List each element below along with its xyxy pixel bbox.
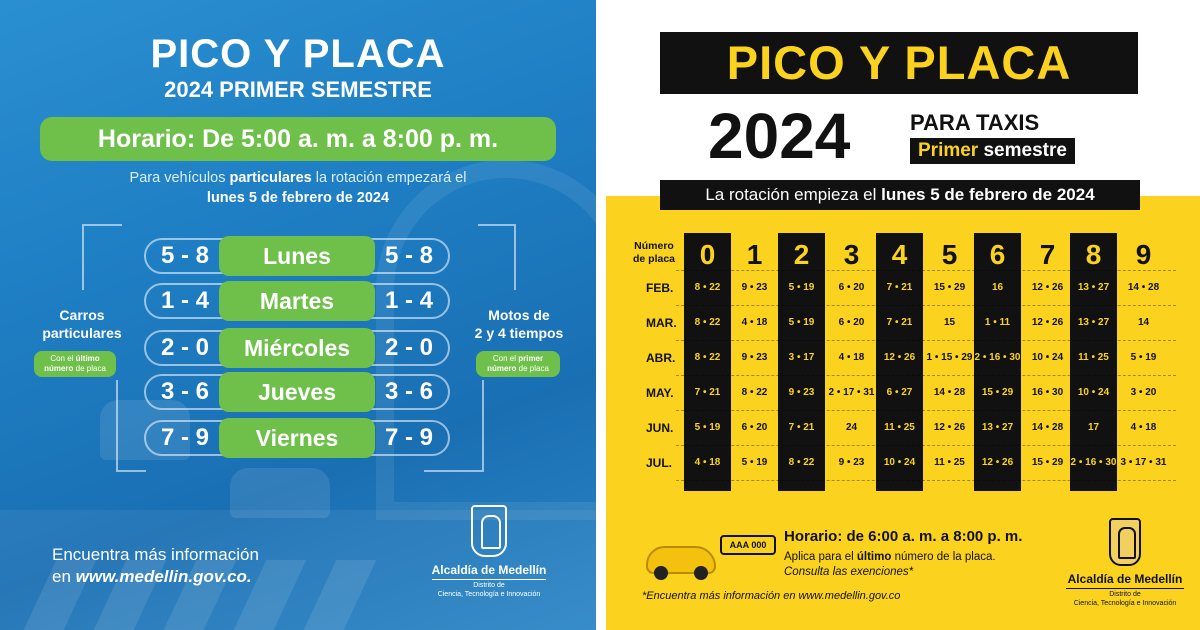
weekday-label: Viernes <box>219 418 375 458</box>
motos-label-line: 2 y 4 tiempos <box>474 325 564 341</box>
rule-bold: último <box>856 551 892 563</box>
note-text: la rotación empezará el <box>311 170 467 186</box>
restriction-days: 5 • 19 <box>1130 352 1157 363</box>
right-panel <box>606 0 1200 630</box>
plate-digit: 4 <box>891 239 908 270</box>
car-digits: 7 - 9 <box>160 424 210 451</box>
month-label: MAY. <box>646 386 674 400</box>
moto-digits: 3 - 6 <box>384 378 434 405</box>
motos-label-line: Motos de <box>488 307 550 323</box>
restriction-days: 7 • 21 <box>788 422 815 433</box>
restriction-days: 5 • 19 <box>788 317 815 328</box>
taxi-year: 2024 <box>708 100 851 172</box>
restriction-days: 15 • 29 <box>1031 457 1064 468</box>
footer-text: Encuentra más información <box>52 545 259 564</box>
restriction-days: 5 • 19 <box>788 282 815 293</box>
restriction-days: 13 • 27 <box>1077 282 1110 293</box>
schedule-banner: Horario: De 5:00 a. m. a 8:00 p. m. <box>40 117 556 161</box>
left-panel <box>0 0 596 630</box>
pill-text: de placa <box>73 364 106 373</box>
restriction-days: 7 • 21 <box>886 317 913 328</box>
restriction-days: 17 <box>1087 422 1100 433</box>
month-label: JUL. <box>646 456 673 470</box>
schedule-row <box>144 238 450 274</box>
restriction-days: 15 <box>943 317 956 328</box>
page-title: PICO Y PLACA <box>150 32 446 76</box>
pill-bold: número <box>487 364 517 373</box>
restriction-days: 11 • 25 <box>934 457 965 468</box>
rule-text: Aplica para el <box>784 551 857 563</box>
for-taxis-label: PARA TAXIS <box>910 110 1040 135</box>
car-digits: 2 - 0 <box>160 334 210 361</box>
city-logo <box>1058 518 1192 608</box>
restriction-days: 3 • 17 • 31 <box>1120 457 1167 468</box>
cars-label-line: particulares <box>42 325 122 341</box>
restriction-days: 1 • 11 <box>984 317 1011 328</box>
restriction-days: 16 <box>991 282 1004 293</box>
coat-of-arms-icon <box>471 505 507 557</box>
restriction-days: 14 <box>1137 317 1150 328</box>
weekday-label: Martes <box>219 281 375 321</box>
info-footer <box>52 544 259 588</box>
restriction-days: 4 • 18 <box>741 317 768 328</box>
restriction-days: 3 • 20 <box>1130 387 1157 398</box>
rotation-text: La rotación empieza el <box>705 185 882 204</box>
pill-bold: número <box>44 364 74 373</box>
restriction-days: 9 • 23 <box>788 387 815 398</box>
month-label: ABR. <box>646 351 676 365</box>
restriction-days: 14 • 28 <box>1127 282 1160 293</box>
restriction-days: 8 • 22 <box>694 282 721 293</box>
restriction-days: 24 <box>845 422 858 433</box>
rotation-note <box>0 168 596 208</box>
restriction-days: 7 • 21 <box>694 387 721 398</box>
website-link[interactable]: www.medellin.gov.co. <box>75 567 252 586</box>
restriction-days: 8 • 22 <box>694 352 721 363</box>
restriction-days: 8 • 22 <box>694 317 721 328</box>
weekday-label: Miércoles <box>219 328 375 368</box>
restriction-days: 11 • 25 <box>884 422 915 433</box>
pill-text: Con el <box>492 354 519 363</box>
logo-name: Alcaldía de Medellín <box>1067 572 1183 586</box>
exemptions-link[interactable]: Consulta las exenciones* <box>784 566 914 578</box>
weekday-label: Lunes <box>219 236 375 276</box>
taxi-title: PICO Y PLACA <box>660 32 1138 94</box>
taxi-hours: Horario: de 6:00 a. m. a 8:00 p. m. <box>784 528 1023 545</box>
restriction-days: 12 • 26 <box>933 422 966 433</box>
bracket-line <box>116 380 146 472</box>
restriction-days: 13 • 27 <box>1077 317 1110 328</box>
rotation-date: lunes 5 de febrero de 2024 <box>881 185 1095 204</box>
row-divider <box>676 305 1176 306</box>
plate-digit: 3 <box>843 239 860 270</box>
month-label: MAR. <box>646 316 677 330</box>
restriction-days: 12 • 26 <box>883 352 916 363</box>
restriction-days: 2 • 16 • 30 <box>974 352 1021 363</box>
restriction-days: 8 • 22 <box>788 457 815 468</box>
restriction-days: 5 • 19 <box>741 457 768 468</box>
restriction-days: 6 • 20 <box>838 317 865 328</box>
plate-digit: 8 <box>1085 239 1102 270</box>
restriction-days: 12 • 26 <box>981 457 1014 468</box>
weekday-label: Jueves <box>219 372 375 412</box>
row-divider <box>676 375 1176 376</box>
logo-sub-line: Ciencia, Tecnología e Innovación <box>1073 600 1177 607</box>
motos-label <box>456 306 582 342</box>
restriction-days: 6 • 20 <box>838 282 865 293</box>
plate-number-header: Número de placa <box>632 240 676 265</box>
rotation-banner <box>660 180 1140 210</box>
taxi-rule <box>784 550 996 580</box>
pill-bold: primer <box>518 354 544 363</box>
restriction-days: 4 • 18 <box>1130 422 1157 433</box>
plate-digit: 6 <box>989 239 1006 270</box>
bracket-line <box>82 224 122 290</box>
plate-digit: 9 <box>1135 239 1152 270</box>
license-plate: AAA 000 <box>720 535 776 555</box>
page-subtitle: 2024 PRIMER SEMESTRE <box>164 77 432 102</box>
plate-digit: 2 <box>793 239 810 270</box>
city-logo <box>424 505 554 599</box>
schedule-row <box>144 330 450 366</box>
row-divider <box>676 480 1176 481</box>
note-date: lunes 5 de febrero de 2024 <box>206 190 390 206</box>
car-digits: 1 - 4 <box>160 287 210 314</box>
restriction-days: 9 • 23 <box>741 352 768 363</box>
motos-rule-pill <box>476 351 560 377</box>
schedule-row <box>144 420 450 456</box>
pill-text: de placa <box>516 364 549 373</box>
bracket-line <box>478 224 516 290</box>
pill-text: Con el <box>50 354 76 363</box>
car-digits: 3 - 6 <box>160 378 210 405</box>
row-divider <box>676 445 1176 446</box>
note-text: Para vehículos <box>129 170 230 186</box>
logo-sub-line: Distrito de <box>1109 591 1141 598</box>
logo-sub-line: Distrito de <box>473 582 505 589</box>
restriction-days: 4 • 18 <box>694 457 721 468</box>
restriction-days: 11 • 25 <box>1078 352 1109 363</box>
restriction-days: 9 • 23 <box>838 457 865 468</box>
restriction-days: 15 • 29 <box>981 387 1014 398</box>
restriction-days: 7 • 21 <box>886 282 913 293</box>
plate-digit: 5 <box>941 239 958 270</box>
restriction-days: 6 • 27 <box>886 387 913 398</box>
restriction-days: 12 • 26 <box>1031 282 1064 293</box>
restriction-days: 15 • 29 <box>933 282 966 293</box>
plate-digit: 7 <box>1039 239 1056 270</box>
pill-bold: último <box>75 354 100 363</box>
restriction-days: 1 • 15 • 29 <box>926 352 973 363</box>
restriction-days: 13 • 27 <box>981 422 1014 433</box>
taxi-icon <box>646 546 716 574</box>
cars-label <box>30 306 134 342</box>
restriction-days: 10 • 24 <box>1077 387 1110 398</box>
semester-badge <box>910 138 1075 164</box>
row-divider <box>676 340 1176 341</box>
restriction-days: 16 • 30 <box>1031 387 1064 398</box>
semester-bold: Primer <box>918 140 979 161</box>
restriction-days: 9 • 23 <box>741 282 768 293</box>
schedule-row <box>144 283 450 319</box>
car-silhouette <box>230 468 330 518</box>
moto-digits: 5 - 8 <box>384 242 434 269</box>
restriction-days: 14 • 28 <box>933 387 966 398</box>
plate-digit: 0 <box>699 239 716 270</box>
row-divider <box>676 410 1176 411</box>
taxi-footer: *Encuentra más información en www.medellin.gov.co <box>642 590 901 602</box>
bracket-line <box>424 380 484 472</box>
restriction-days: 2 • 17 • 31 <box>828 387 875 398</box>
moto-digits: 7 - 9 <box>384 424 434 451</box>
semester-text: semestre <box>978 140 1067 161</box>
car-digits: 5 - 8 <box>160 242 210 269</box>
restriction-days: 8 • 22 <box>741 387 768 398</box>
restriction-days: 5 • 19 <box>694 422 721 433</box>
rule-text: número de la placa. <box>891 551 996 563</box>
footer-text: en <box>52 567 76 586</box>
restriction-days: 12 • 26 <box>1031 317 1064 328</box>
coat-of-arms-icon <box>1109 518 1141 566</box>
restriction-days: 10 • 24 <box>883 457 916 468</box>
restriction-days: 4 • 18 <box>838 352 865 363</box>
restriction-days: 2 • 16 • 30 <box>1070 457 1117 468</box>
restriction-days: 10 • 24 <box>1031 352 1064 363</box>
moto-digits: 2 - 0 <box>384 334 434 361</box>
month-label: JUN. <box>646 421 674 435</box>
restriction-days: 14 • 28 <box>1031 422 1064 433</box>
cars-rule-pill <box>34 351 116 377</box>
restriction-days: 6 • 20 <box>741 422 768 433</box>
schedule-row <box>144 374 450 410</box>
moto-digits: 1 - 4 <box>384 287 434 314</box>
logo-name: Alcaldía de Medellín <box>431 563 547 577</box>
plate-digit: 1 <box>746 239 763 270</box>
logo-subtitle <box>1066 588 1184 608</box>
logo-subtitle <box>432 579 546 599</box>
restriction-days: 3 • 17 <box>788 352 815 363</box>
logo-sub-line: Ciencia, Tecnología e Innovación <box>437 591 541 598</box>
note-bold: particulares <box>229 170 312 186</box>
month-label: FEB. <box>646 281 674 295</box>
cars-label-line: Carros <box>59 307 105 323</box>
